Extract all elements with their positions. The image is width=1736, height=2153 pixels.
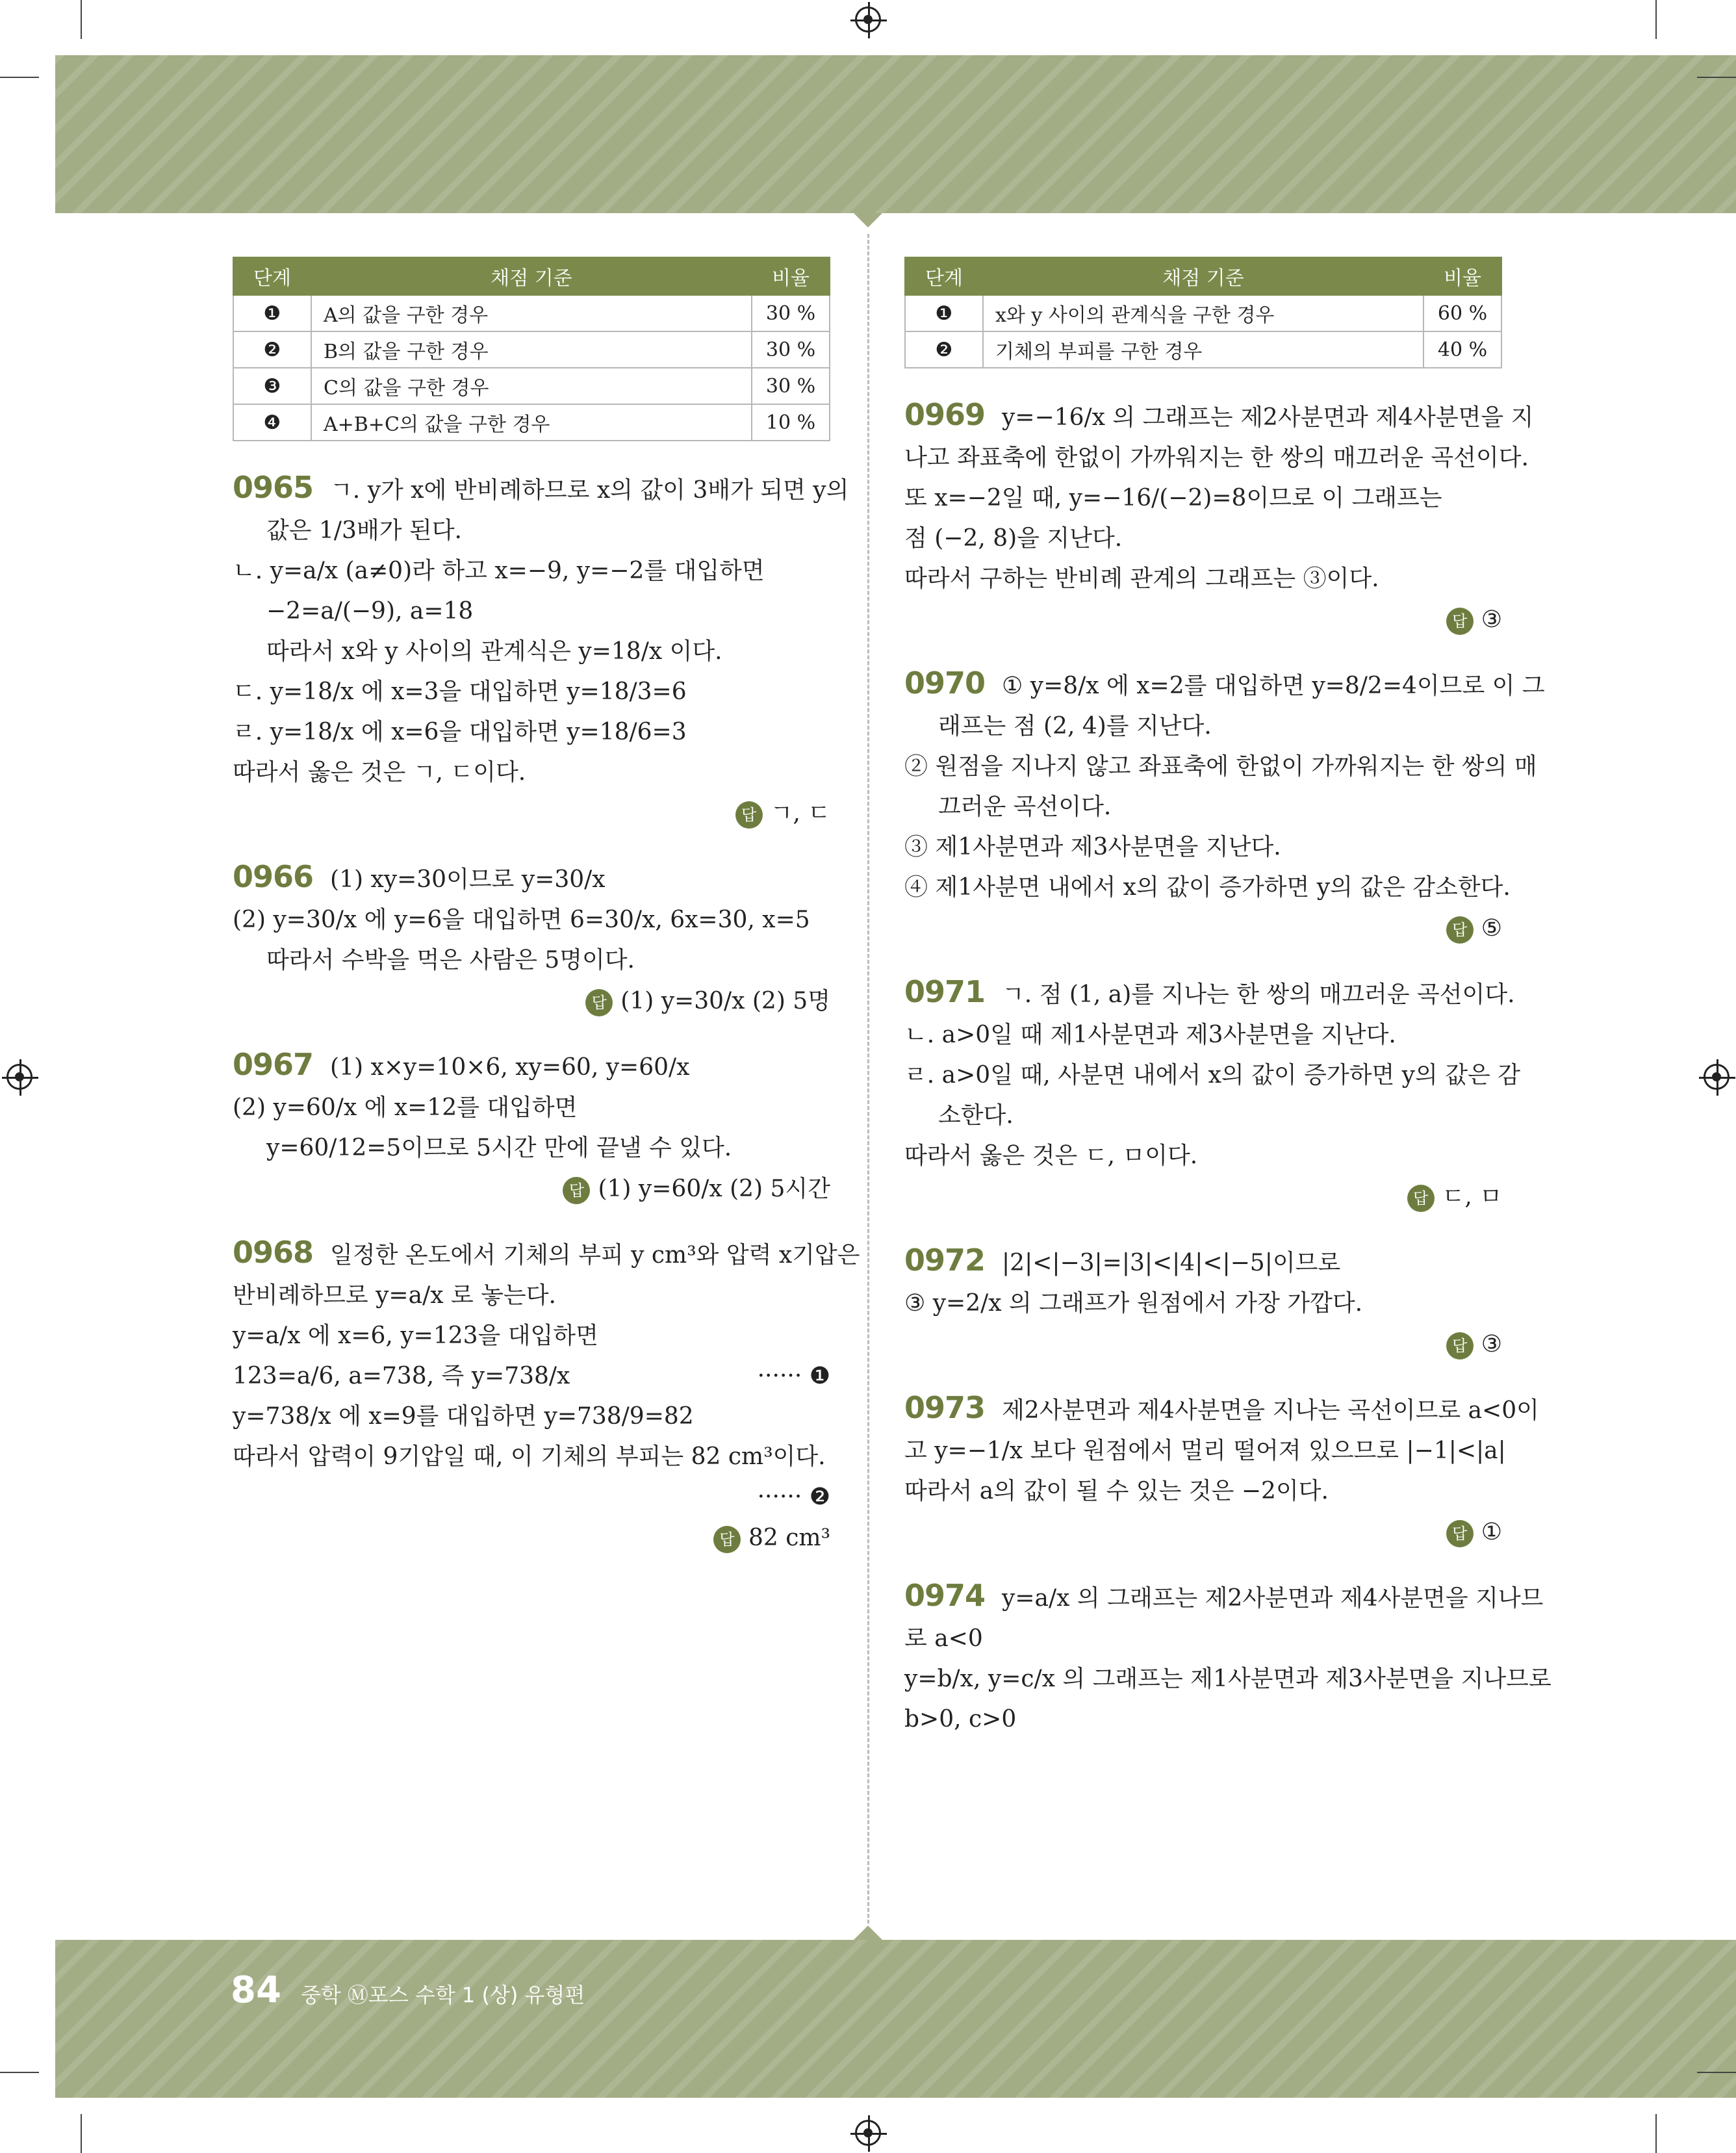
answer-text: ㄷ, ㅁ bbox=[1442, 1183, 1502, 1210]
step-marker: ······ ❷ bbox=[757, 1484, 830, 1510]
solution-line: y=−16/x 의 그래프는 제2사분면과 제4사분면을 지 bbox=[1002, 404, 1534, 431]
problem-0968 bbox=[233, 1232, 860, 1559]
step-cell: ❷ bbox=[905, 331, 983, 368]
step-cell: ❸ bbox=[233, 368, 311, 404]
header-ratio: 비율 bbox=[752, 257, 830, 295]
problem-number: 0974 bbox=[904, 1578, 986, 1613]
ratio-cell: 30 % bbox=[752, 295, 830, 331]
page-footer bbox=[231, 1969, 585, 2011]
header-criteria: 채점 기준 bbox=[311, 257, 752, 295]
criteria-cell: 기체의 부피를 구한 경우 bbox=[983, 331, 1423, 368]
table-row bbox=[233, 368, 830, 404]
problem-number: 0973 bbox=[904, 1390, 986, 1425]
problem-0973 bbox=[904, 1387, 1539, 1553]
answer-badge: 답 bbox=[1407, 1185, 1435, 1212]
answer bbox=[233, 1168, 830, 1210]
header-step: 단계 bbox=[905, 257, 983, 295]
solution-line: ㄴ. y=a/x (a≠0)라 하고 x=−9, y=−2를 대입하면 bbox=[233, 558, 765, 584]
answer-badge: 답 bbox=[1446, 916, 1474, 944]
answer bbox=[233, 1517, 830, 1559]
header-criteria: 채점 기준 bbox=[983, 257, 1423, 295]
answer-text: ⑤ bbox=[1481, 915, 1502, 942]
table-row bbox=[905, 295, 1501, 331]
criteria-cell: C의 값을 구한 경우 bbox=[311, 368, 752, 404]
solution-line: |2|<|−3|=|3|<|4|<|−5|이므로 bbox=[1002, 1250, 1341, 1276]
answer-text: ③ bbox=[1481, 606, 1502, 633]
solution-line: ③ y=2/x 의 그래프가 원점에서 가장 가깝다. bbox=[904, 1290, 1363, 1317]
answer bbox=[904, 1324, 1502, 1365]
trim-mark bbox=[1697, 2072, 1736, 2073]
solution-line: 나고 좌표축에 한없이 가까워지는 한 쌍의 매끄러운 곡선이다. bbox=[904, 445, 1529, 471]
header-notch bbox=[854, 213, 882, 227]
problem-0967 bbox=[233, 1044, 830, 1210]
header-band bbox=[55, 55, 1736, 213]
registration-mark-icon bbox=[1704, 1064, 1730, 1090]
solution-line: ㄴ. a>0일 때 제1사분면과 제3사분면을 지난다. bbox=[904, 1022, 1396, 1048]
solution-line: y=a/x 에 x=6, y=123을 대입하면 bbox=[233, 1322, 598, 1349]
solution-line: ㄱ. y가 x에 반비례하므로 x의 값이 3배가 되면 y의 bbox=[330, 477, 849, 504]
trim-mark bbox=[1655, 2114, 1657, 2153]
step-cell: ❹ bbox=[233, 404, 311, 441]
solution-line: 고 y=−1/x 보다 원점에서 멀리 떨어져 있으므로 |−1|<|a| bbox=[904, 1437, 1506, 1464]
solution-line: 제2사분면과 제4사분면을 지나는 곡선이므로 a<0이 bbox=[1002, 1397, 1539, 1424]
solution-line: 따라서 수박을 먹은 사람은 5명이다. bbox=[266, 947, 635, 973]
problem-0972 bbox=[904, 1240, 1502, 1365]
answer bbox=[904, 599, 1502, 641]
ratio-cell: 30 % bbox=[752, 368, 830, 404]
solution-line: −2=a/(−9), a=18 bbox=[266, 598, 474, 625]
solution-line: b>0, c>0 bbox=[904, 1706, 1017, 1733]
step-cell: ❶ bbox=[233, 295, 311, 331]
header-ratio: 비율 bbox=[1423, 257, 1501, 295]
solution-line: ③ 제1사분면과 제3사분면을 지난다. bbox=[904, 834, 1281, 860]
solution-line: y=60/12=5이므로 5시간 만에 끝낼 수 있다. bbox=[266, 1135, 732, 1161]
solution-line: 끄러운 곡선이다. bbox=[938, 793, 1112, 820]
solution-line: ㄷ. y=18/x 에 x=3을 대입하면 y=18/3=6 bbox=[233, 678, 687, 705]
answer-text: (1) y=30/x (2) 5명 bbox=[620, 988, 830, 1014]
solution-line: ② 원점을 지나지 않고 좌표축에 한없이 가까워지는 한 쌍의 매 bbox=[904, 753, 1537, 780]
answer-text: ③ bbox=[1481, 1331, 1502, 1358]
solution-line: 따라서 옳은 것은 ㄱ, ㄷ이다. bbox=[233, 759, 526, 786]
criteria-cell: x와 y 사이의 관계식을 구한 경우 bbox=[983, 295, 1423, 331]
page-number: 84 bbox=[231, 1969, 281, 2011]
solution-line: 일정한 온도에서 기체의 부피 y cm³와 압력 x기압은 bbox=[330, 1242, 860, 1269]
solution-line: 또 x=−2일 때, y=−16/(−2)=8이므로 이 그래프는 bbox=[904, 485, 1442, 511]
solution-line: 값은 1/3배가 된다. bbox=[266, 517, 462, 544]
problem-number: 0969 bbox=[904, 397, 986, 432]
answer-badge: 답 bbox=[713, 1526, 741, 1553]
footer-notch bbox=[854, 1926, 882, 1940]
solution-line: 소한다. bbox=[938, 1102, 1014, 1129]
trim-mark bbox=[0, 2072, 39, 2073]
criteria-cell: A의 값을 구한 경우 bbox=[311, 295, 752, 331]
problem-0966 bbox=[233, 857, 830, 1022]
header-step: 단계 bbox=[233, 257, 311, 295]
solution-line: (1) xy=30이므로 y=30/x bbox=[330, 866, 606, 893]
step-cell: ❷ bbox=[233, 331, 311, 368]
registration-mark-icon bbox=[6, 1064, 32, 1090]
table-row bbox=[233, 404, 830, 441]
step-marker: ······ ❶ bbox=[757, 1363, 830, 1389]
trim-mark bbox=[1655, 0, 1657, 39]
trim-mark bbox=[81, 0, 82, 39]
table-row bbox=[905, 331, 1501, 368]
solution-line: 반비례하므로 y=a/x 로 놓는다. bbox=[233, 1282, 556, 1309]
solution-line: 따라서 x와 y 사이의 관계식은 y=18/x 이다. bbox=[266, 638, 722, 665]
problem-0970 bbox=[904, 663, 1545, 949]
answer-badge: 답 bbox=[1446, 1520, 1474, 1547]
problem-number: 0971 bbox=[904, 974, 986, 1009]
trim-mark bbox=[0, 77, 39, 78]
scoring-table-2 bbox=[904, 257, 1502, 368]
answer bbox=[233, 793, 830, 834]
solution-line: ① y=8/x 에 x=2를 대입하면 y=8/2=4이므로 이 그 bbox=[1002, 673, 1545, 699]
registration-mark-icon bbox=[855, 6, 881, 32]
criteria-cell: B의 값을 구한 경우 bbox=[311, 331, 752, 368]
problem-number: 0966 bbox=[233, 859, 314, 894]
answer-badge: 답 bbox=[1446, 608, 1474, 635]
answer bbox=[904, 1176, 1502, 1218]
solution-line: ④ 제1사분면 내에서 x의 값이 증가하면 y의 값은 감소한다. bbox=[904, 874, 1511, 901]
solution-line: 따라서 옳은 것은 ㄷ, ㅁ이다. bbox=[904, 1142, 1198, 1169]
left-column bbox=[233, 257, 860, 1559]
table-row bbox=[233, 295, 830, 331]
table-row bbox=[233, 331, 830, 368]
problem-number: 0967 bbox=[233, 1047, 314, 1082]
scoring-table-1 bbox=[233, 257, 830, 441]
answer-text: 82 cm³ bbox=[748, 1525, 830, 1551]
answer-badge: 답 bbox=[563, 1177, 590, 1204]
solution-line: 로 a<0 bbox=[904, 1625, 983, 1652]
problem-number: 0970 bbox=[904, 665, 986, 701]
problem-number: 0972 bbox=[904, 1243, 986, 1278]
ratio-cell: 30 % bbox=[752, 331, 830, 368]
solution-line: 점 (−2, 8)을 지난다. bbox=[904, 525, 1123, 552]
problem-0971 bbox=[904, 972, 1521, 1218]
solution-line: 123=a/6, a=738, 즉 y=738/x bbox=[233, 1363, 570, 1389]
solution-line: (1) x×y=10×6, xy=60, y=60/x bbox=[330, 1054, 690, 1081]
solution-line: 따라서 구하는 반비례 관계의 그래프는 ③이다. bbox=[904, 565, 1379, 592]
solution-line: (2) y=30/x 에 y=6을 대입하면 6=30/x, 6x=30, x=5 bbox=[233, 907, 810, 933]
ratio-cell: 10 % bbox=[752, 404, 830, 441]
solution-line: y=b/x, y=c/x 의 그래프는 제1사분면과 제3사분면을 지나므로 bbox=[904, 1666, 1551, 1692]
solution-line: y=a/x 의 그래프는 제2사분면과 제4사분면을 지나므 bbox=[1002, 1585, 1544, 1612]
registration-mark-icon bbox=[855, 2120, 881, 2146]
solution-line: 래프는 점 (2, 4)를 지난다. bbox=[938, 713, 1212, 740]
solution-line: y=738/x 에 x=9를 대입하면 y=738/9=82 bbox=[233, 1403, 694, 1430]
problem-0969 bbox=[904, 394, 1534, 641]
answer-text: (1) y=60/x (2) 5시간 bbox=[598, 1176, 830, 1202]
solution-line: ㄹ. y=18/x 에 x=6을 대입하면 y=18/6=3 bbox=[233, 719, 687, 745]
solution-line: 따라서 a의 값이 될 수 있는 것은 −2이다. bbox=[904, 1478, 1329, 1504]
answer-badge: 답 bbox=[1446, 1332, 1474, 1360]
problem-number: 0968 bbox=[233, 1235, 314, 1270]
answer-badge: 답 bbox=[735, 801, 763, 829]
answer bbox=[904, 1512, 1502, 1553]
step-cell: ❶ bbox=[905, 295, 983, 331]
solution-line: ㄱ. 점 (1, a)를 지나는 한 쌍의 매끄러운 곡선이다. bbox=[1002, 981, 1515, 1008]
column-divider bbox=[867, 234, 869, 1924]
answer bbox=[904, 908, 1502, 949]
right-column bbox=[904, 257, 1551, 1740]
solution-line: (2) y=60/x 에 x=12를 대입하면 bbox=[233, 1094, 578, 1121]
ratio-cell: 40 % bbox=[1423, 331, 1501, 368]
criteria-cell: A+B+C의 값을 구한 경우 bbox=[311, 404, 752, 441]
answer-badge: 답 bbox=[585, 989, 613, 1016]
answer bbox=[233, 981, 830, 1022]
trim-mark bbox=[1697, 77, 1736, 78]
problem-number: 0965 bbox=[233, 470, 314, 505]
problem-0965 bbox=[233, 467, 849, 834]
trim-mark bbox=[81, 2114, 82, 2153]
solution-line: 따라서 압력이 9기압일 때, 이 기체의 부피는 82 cm³이다. bbox=[233, 1443, 826, 1470]
answer-text: ㄱ, ㄷ bbox=[770, 800, 830, 827]
footer-band bbox=[55, 1940, 1736, 2098]
answer-text: ① bbox=[1481, 1519, 1502, 1545]
solution-line: ㄹ. a>0일 때, 사분면 내에서 x의 값이 증가하면 y의 값은 감 bbox=[904, 1062, 1521, 1089]
problem-0974 bbox=[904, 1575, 1551, 1740]
ratio-cell: 60 % bbox=[1423, 295, 1501, 331]
book-title: 중학 Ⓜ포스 수학 1 (상) 유형편 bbox=[300, 1983, 585, 2007]
